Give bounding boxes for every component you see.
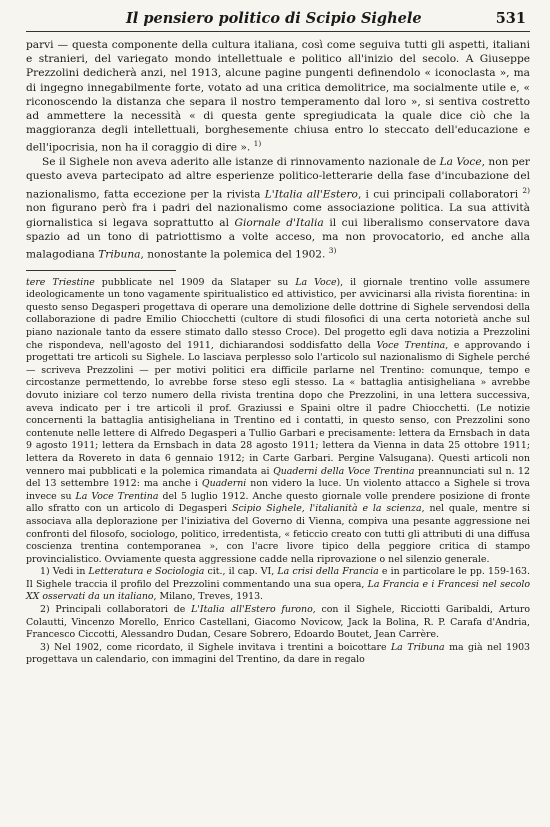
footnote-2 xyxy=(26,604,530,642)
paragraph-1 xyxy=(26,38,530,155)
text-run: , nel quale, mentre si associava alla deplorazione per l'iniziativa del Governo di Vienna, compiva una pesante aggressione nei confronti del filosofo, sociologo, politico, irredentista, « feticcio creato con tutti gli attributi di una diffusa coscienza trentina contemporanea », con l'acre livore tipico della peggiore critica di stampo provincialistico. Ovviamente questa aggressione cadde nella riprovazione o nel silenzio generale. xyxy=(26,503,530,565)
text-run: , non per questo aveva partecipato ad altre esperienze politico-letterarie della fase d'incubazione del nazionalismo, fatta eccezione per la rivista xyxy=(26,156,530,201)
italic-run: Quaderni della Voce Trentina xyxy=(273,465,415,477)
header-rule xyxy=(26,31,530,32)
text-run: — questa componente della cultura italiana, così come seguiva tutti gli aspetti, italiani e stranieri, del variegato mondo intellettuale e politico all'inizio del secolo. A Giuseppe Prezzolini dedicherà anzi, nel 1913, alcune pagine pungenti definendolo « iconoclasta », ma di ingegno innegabilmente forte, votato ad una critica demolitrice, ma socialmente utile e, « riconoscendo la distanza che separa il nostro temperamento dal loro », si sentiva costretto ad ammettere la necessità « di questa gente spregiudicata la quale dice ciò che la maggioranza degli intellettuali, borghesemente chiusa entro lo steccato dell'educazione e dell'ipocrisia, non ha il coraggio di dire ». xyxy=(26,39,530,154)
italic-run: La Voce xyxy=(439,156,482,169)
text-run: preannunciati sul n. 12 del 13 settembre 1912: ma anche i xyxy=(26,465,530,490)
running-header xyxy=(26,10,530,27)
text-run: , con il Sighele, Ricciotti Garibaldi, Arturo Colautti, Vincenzo Morello, Enrico Castellani, Giacomo Novicow, Jack la Bolina, R. P. Carafa d'Andria, Francesco Ciccotti, Alessandro Dudan, Cesare Sobrero, Edoardo Boutet, Jean Carrère. xyxy=(26,604,531,641)
italic-run: La Tribuna xyxy=(390,641,445,653)
note-ref: 2) xyxy=(522,185,530,195)
text-run: il cui liberalismo conservatore dava spazio ad un tono di patriottismo a volte acceso, ma non provocatorio, ed anche alla malagodiana xyxy=(26,216,530,261)
italic-run: Letteratura e Sociologia xyxy=(88,566,205,578)
text-run: pubblicate nel 1909 da Slataper su xyxy=(94,276,296,288)
main-text xyxy=(26,38,530,262)
footnote-1 xyxy=(26,566,530,604)
italic-run: L'Italia all'Estero xyxy=(264,188,358,201)
footnote-separator xyxy=(26,270,176,271)
footnotes xyxy=(26,277,530,667)
text-run: , Milano, Treves, 1913. xyxy=(153,591,264,603)
italic-run: La Voce Trentina xyxy=(75,490,159,502)
italic-run: Voce Trentina xyxy=(376,339,446,351)
text-run: cit., il cap. VI, xyxy=(204,566,278,578)
text-run: parvi xyxy=(26,39,54,51)
text-run: ma già nel 1903 progettava un calendario, con immagini del Trentino, da dare in regalo xyxy=(26,641,530,666)
text-run: non videro la luce. Un violento attacco a Sighele si trova invece su xyxy=(26,478,530,502)
text-run: 1) Vedi in xyxy=(40,566,89,578)
text-run: , nonostante la polemica del 1902. xyxy=(140,248,329,261)
footnote-continuation xyxy=(26,277,530,567)
note-ref: 1) xyxy=(253,139,262,149)
italic-run: L'Italia all'Estero furono xyxy=(191,604,313,616)
text-run: Se il Sighele non aveva aderito alle istanze di rinnovamento nazionale de xyxy=(42,156,440,169)
text-run: , i cui principali collaboratori xyxy=(357,188,523,201)
text-run: del 5 luglio 1912. Anche questo giornale volle prendere posizione di fronte allo sfratto con un articolo di Degasperi xyxy=(26,490,530,515)
italic-run: Tribuna xyxy=(98,248,141,261)
italic-run: Quaderni xyxy=(201,478,247,490)
page-number: 531 xyxy=(495,10,526,27)
italic-run: Scipio Sighele, l'italianità e la scienza xyxy=(231,503,422,515)
text-run: non figurano però fra i padri del nazionalismo come associazione politica. La sua attività giornalistica si legava soprattutto al xyxy=(26,202,530,229)
text-run: , e approvando i progettati tre articoli su Sighele. Lo lasciava perplesso solo l'articolo sul nazionalismo di Sighele perché — scriveva Prezzolini — per motivi politici era difficile parlarne nel Trentino: comunque, tempo e circostanze permettendo, lo avrebbe forse steso egli stesso. La « battaglia antisigheliana » avrebbe dovuto iniziare col terzo numero della rivista trentina dopo che Prezzolini, in una lettera successiva, aveva indicato per i tre articoli il prof. Graziussi e Spaini oltre il padre Chiocchetti. (Le notizie concernenti la battaglia antisigheliana in Trentino ed i contatti, in questo senso, con Prezzolini sono contenute nelle lettere di Alfredo Degasperi a Tullio Garbari e precisamente: lettera da Ernsbach in data 9 agosto 1911; lettera da Ernsbach in data 28 agosto 1911; lettera da Vienna in data 25 ottobre 1911; lettera da Rovereto in data 6 gennaio 1912; in Carte Garbari. Pergine Valsugana). Questi articoli non vennero mai pubblicati e la polemica rimandata ai xyxy=(26,339,530,477)
text-run: ), il giornale trentino volle assumere ideologicamente un tono vagamente spiritualistico ed attivistico, per avvicinarsi alla rivista fiorentina: in questo senso Degasperi progettava di operare una demolizione delle dottrine di Sighele servendosi della collaborazione di padre Emilio Chiocchetti (cultore di studi filosofici di una certa notorietà anche sul piano nazionale tanto da essere stimato dallo stesso Croce). Del progetto egli dava notizia a Prezzolini che rispondeva, nell'agosto del 1911, dichiarandosi soddisfatto della xyxy=(26,276,530,351)
note-ref: 3) xyxy=(328,245,337,255)
italic-run: Giornale d'Italia xyxy=(234,216,324,229)
text-run: e in particolare le pp. 159-163. Il Sighele traccia il profilo del Prezzolini commentando una sua opera, xyxy=(26,566,530,590)
running-title: Il pensiero politico di Scipio Sighele xyxy=(126,10,422,27)
italic-run: La Francia e i Francesi nel secolo XX osservati da un italiano xyxy=(26,578,530,603)
italic-run: La Voce xyxy=(295,276,337,288)
text-run: 2) Principali collaboratori de xyxy=(40,604,192,616)
footnote-3 xyxy=(26,642,530,667)
paragraph-2 xyxy=(26,155,530,261)
text-run: 3) Nel 1902, come ricordato, il Sighele invitava i trentini a boicottare xyxy=(40,641,391,653)
italic-run: La crisi della Francia xyxy=(277,566,379,578)
italic-run: tere Triestine xyxy=(26,276,95,288)
